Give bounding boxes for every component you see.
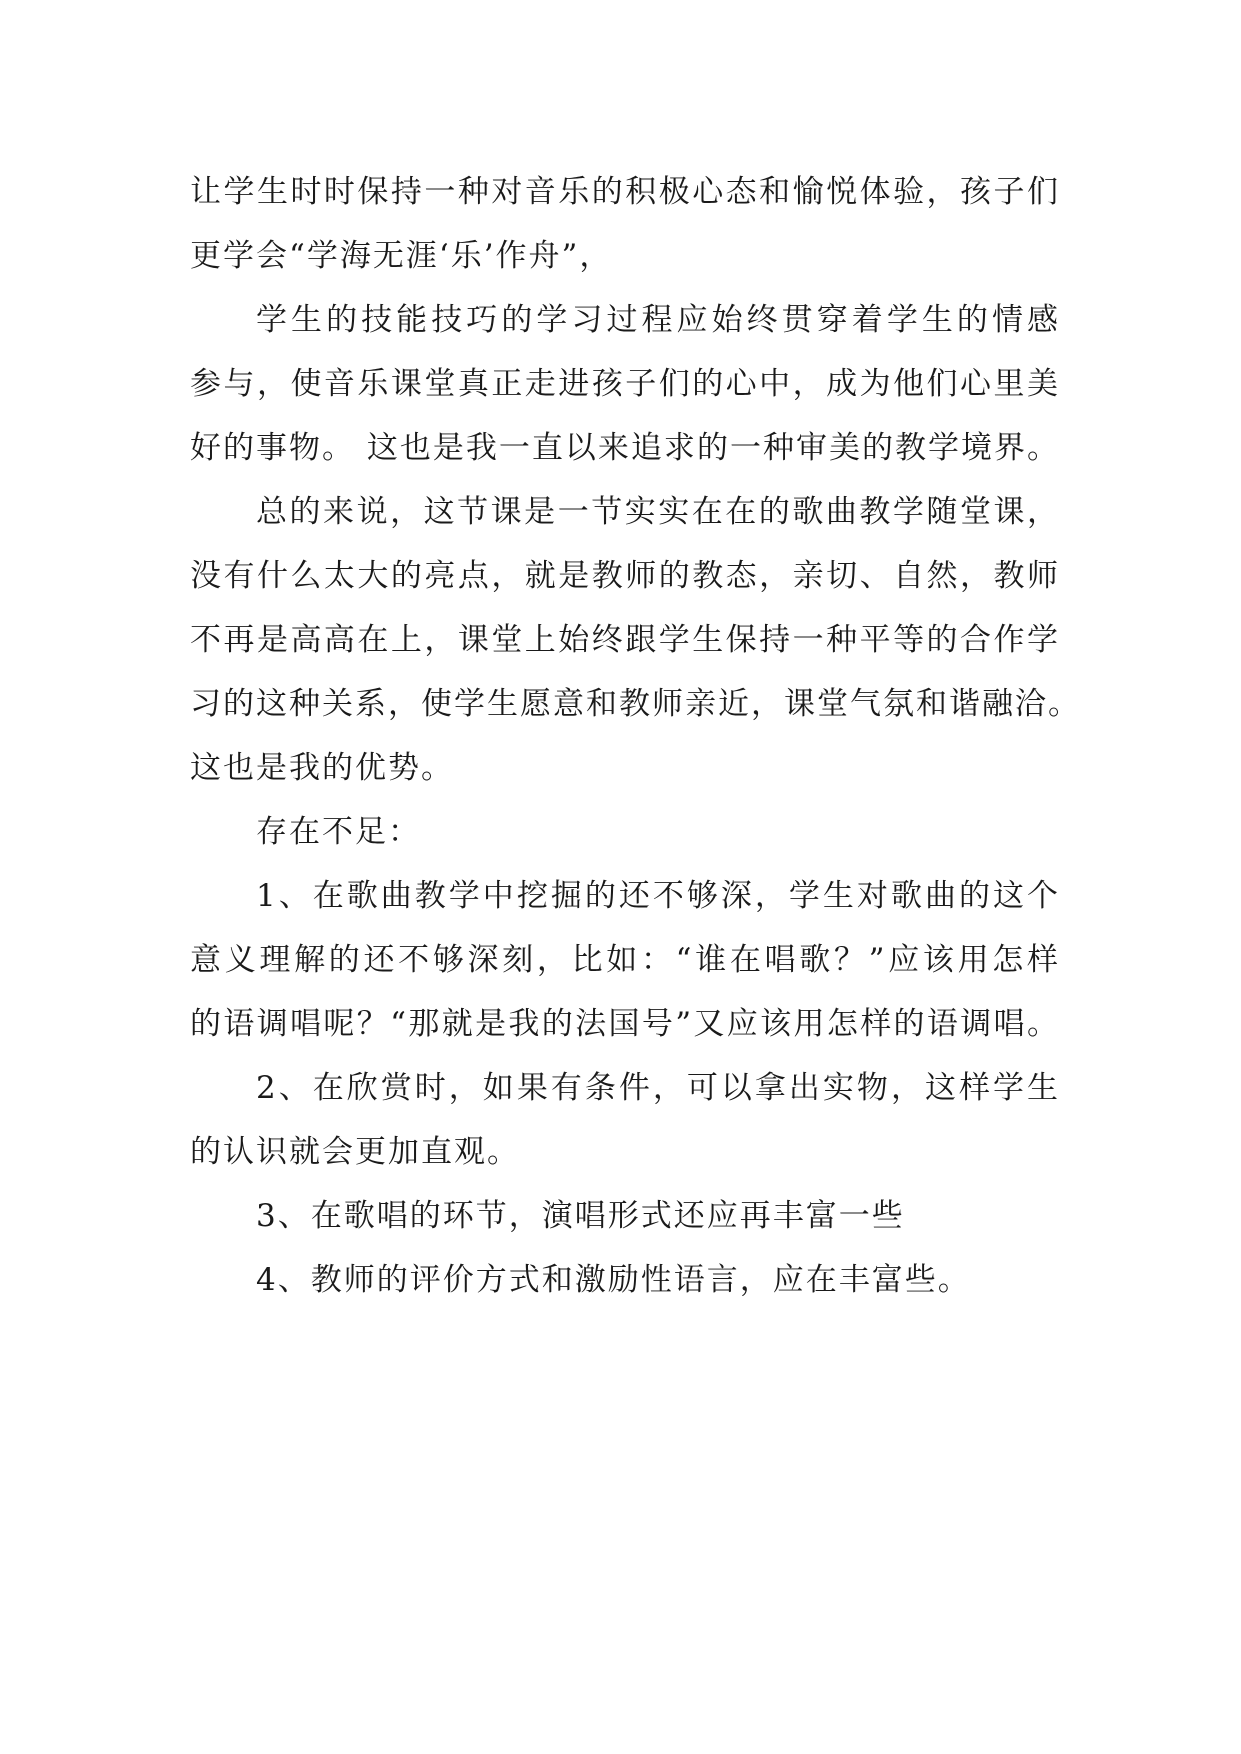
paragraph-first-line: 学生的技能技巧的学习过程应始终贯穿着学生的情感 <box>256 302 1060 338</box>
list-item-first-line: 1、在歌曲教学中挖掘的还不够深，学生对歌曲的这个 <box>256 878 1060 914</box>
text-line: 更学会“学海无涯‘乐’作舟”， <box>190 238 613 274</box>
text-line: 的认识就会更加直观。 <box>190 1134 520 1170</box>
text-line: 没有什么太大的亮点，就是教师的教态，亲切、自然，教师 <box>190 558 1060 594</box>
document-body <box>190 160 1081 1312</box>
section-heading: 存在不足： <box>256 814 421 850</box>
text-line: 让学生时时保持一种对音乐的积极心态和愉悦体验，孩子们 <box>190 174 1060 210</box>
text-line: 意义理解的还不够深刻，比如：“谁在唱歌？”应该用怎样 <box>190 942 1060 978</box>
text-line: 的语调唱呢？“那就是我的法国号”又应该用怎样的语调唱。 <box>190 1006 1060 1042</box>
list-item: 4、教师的评价方式和激励性语言，应在丰富些。 <box>256 1262 971 1298</box>
text-line: 习的这种关系，使学生愿意和教师亲近，课堂气氛和谐融洽。 <box>190 686 1081 722</box>
text-line: 好的事物。 这也是我一直以来追求的一种审美的教学境界。 <box>190 430 1060 466</box>
list-item: 3、在歌唱的环节，演唱形式还应再丰富一些 <box>256 1198 905 1234</box>
text-line: 参与，使音乐课堂真正走进孩子们的心中，成为他们心里美 <box>190 366 1060 402</box>
text-line: 不再是高高在上，课堂上始终跟学生保持一种平等的合作学 <box>190 622 1060 658</box>
paragraph-first-line: 总的来说，这节课是一节实实在在的歌曲教学随堂课， <box>256 494 1060 530</box>
text-line: 这也是我的优势。 <box>190 750 454 786</box>
list-item-first-line: 2、在欣赏时，如果有条件，可以拿出实物，这样学生 <box>256 1070 1060 1106</box>
